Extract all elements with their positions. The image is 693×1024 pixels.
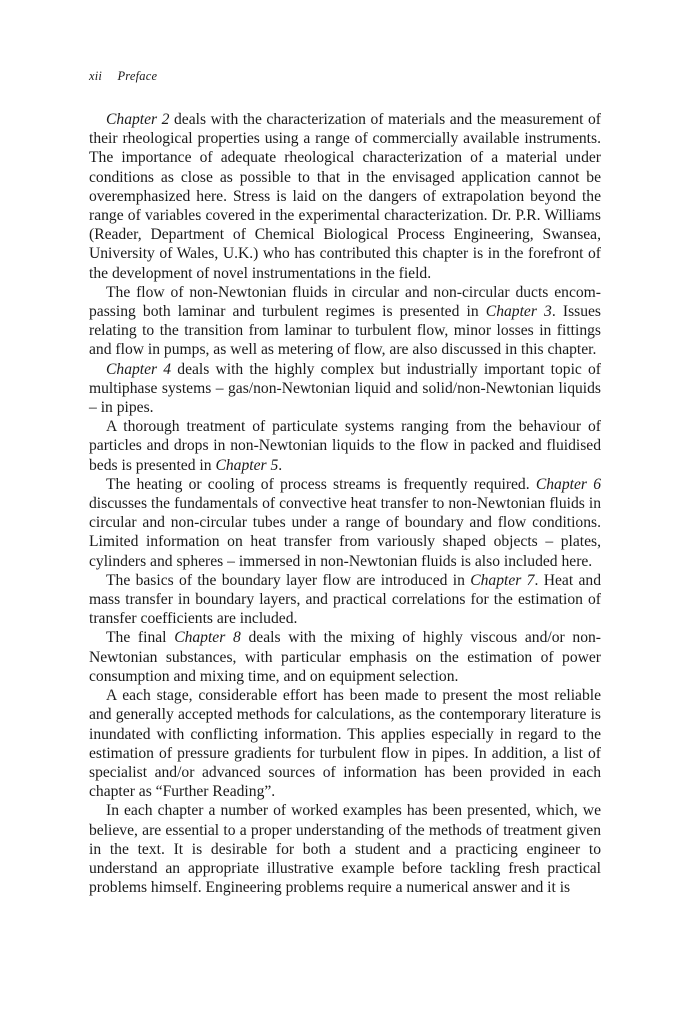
paragraph — [89, 360, 601, 418]
chapter-reference: Chapter 8 — [174, 629, 241, 647]
running-head — [89, 69, 157, 84]
paragraph-text: The flow of non-Newtonian fluids in circular and non-circular ducts encompassing both laminar and turbulent regimes is presented in — [89, 283, 601, 321]
paragraph-text: The final — [106, 629, 175, 647]
paragraph-text: In each chapter a number of worked examples has been presented, which, we believe, are essential to a proper understanding of the methods of treatment given in the text. It is desirable for both a student and a practicing engineer to understand an appropriate illustrative example before tackling fresh practical problems himself. Engineering problems require a numerical answer and it is — [89, 802, 601, 897]
paragraph-text: . — [278, 456, 283, 474]
chapter-reference: Chapter 2 — [106, 111, 170, 128]
chapter-reference: Chapter 7 — [470, 571, 535, 589]
paragraph-text: deals with the highly complex but industrially important topic of multiphase systems – gas/non-Newtonian liquid and solid/non-Newtonian liquids – in pipes. — [89, 360, 601, 417]
paragraph — [89, 686, 601, 801]
chapter-reference: Chapter 6 — [535, 475, 601, 493]
paragraph — [89, 571, 601, 629]
paragraph — [89, 628, 601, 686]
chapter-reference: Chapter 4 — [106, 360, 172, 378]
page-number: xii — [89, 69, 103, 83]
chapter-reference: Chapter 5 — [215, 456, 279, 474]
paragraph — [89, 475, 601, 571]
paragraph — [89, 283, 601, 360]
paragraph — [89, 417, 601, 475]
paragraph-text: . Issues relating to the transition from laminar to turbulent flow, minor losses in fittings and flow in pumps, as well as metering of flow, are also discussed in this chapter. — [89, 303, 601, 359]
paragraph-text: deals with the characterization of materials and the measurement of their rheological properties using a range of commercially available instruments. The importance of adequate rheological characterization of a material under conditions as close as possible to that in the envisaged application cannot be overemphasized here. Stress is laid on the dangers of extrapolation beyond the range of variables covered in the experimental characterization. Dr. P.R. Williams (Reader, Department of Chemical Biological Process Engineering, Swansea, University of Wales, U.K.) who has contributed this chapter is in the forefront of the development of novel instrumentations in the field. — [89, 111, 601, 282]
paragraph — [89, 801, 601, 897]
section-title: Preface — [117, 69, 158, 83]
paragraph-text: deals with the mixing of highly viscous and/or non-Newtonian substances, with particular emphasis on the estimation of power consumption and mixing time, and on equipment selection. — [89, 629, 601, 685]
paragraph-text: The heating or cooling of process streams is frequently required. — [106, 475, 536, 493]
paragraph — [89, 110, 601, 283]
chapter-reference: Chapter 3 — [485, 303, 552, 321]
paragraph-text: A thorough treatment of particulate systems ranging from the behaviour of particles and drops in non-Newtonian liquids to the flow in packed and fluidised beds is presented in — [89, 418, 601, 474]
paragraph-text: The basics of the boundary layer flow are introduced in — [106, 571, 471, 589]
paragraph-text: discusses the fundamentals of convective heat transfer to non-Newtonian fluids in circular and non-circular tubes under a range of boundary and flow conditions. Limited information on heat transfer from variously shaped objects – plates, cylinders and spheres – immersed in non-Newtonian fluids is also included here. — [89, 495, 601, 570]
body-text — [89, 110, 601, 897]
paragraph-text: A each stage, considerable effort has been made to present the most reliable and generally accepted methods for calculations, as the contemporary literature is inundated with conflicting information. This applies especially in regard to the estimation of pressure gradients for turbulent flow in pipes. In addition, a list of specialist and/or advanced sources of information has been provided in each chapter as “Further Reading”. — [89, 687, 601, 801]
paragraph-text: . Heat and mass transfer in boundary layers, and practical correlations for the estimation of transfer coefficients are included. — [89, 571, 602, 628]
